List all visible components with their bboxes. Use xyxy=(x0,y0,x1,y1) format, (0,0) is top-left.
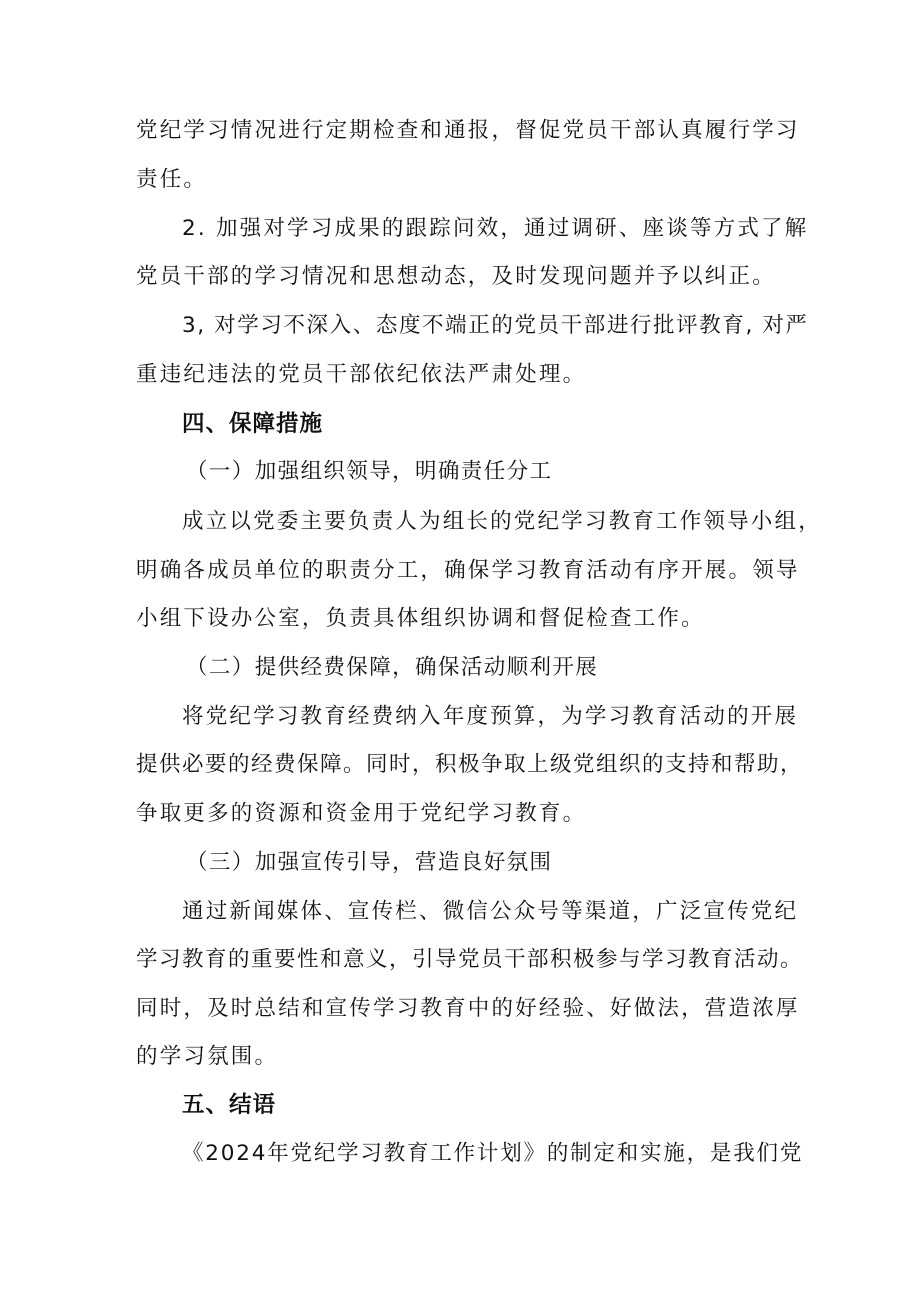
paragraph-line: 提供必要的经费保障。同时，积极争取上级党组织的支持和帮助， xyxy=(136,752,804,777)
paragraph-line: 《2024年党纪学习教育工作计划》的制定和实施，是我们党 xyxy=(182,1141,804,1166)
paragraph-line: 责任。 xyxy=(136,167,208,192)
paragraph-line: 学习教育的重要性和意义，引导党员干部积极参与学习教育活动。 xyxy=(136,947,804,972)
list-item-3: 3, 对学习不深入、态度不端正的党员干部进行批评教育, 对严 xyxy=(182,313,809,338)
section-heading-4: 四、保障措施 xyxy=(182,411,324,437)
paragraph-line: 通过新闻媒体、宣传栏、微信公众号等渠道，广泛宣传党纪 xyxy=(182,899,799,924)
paragraph-line: 党纪学习情况进行定期检查和通报，督促党员干部认真履行学习 xyxy=(136,118,800,143)
paragraph-line: 争取更多的资源和资金用于党纪学习教育。 xyxy=(136,801,587,826)
paragraph-line: 小组下设办公室，负责具体组织协调和督促检查工作。 xyxy=(136,606,705,631)
subsection-heading-3: （三）加强宣传引导，营造良好氛围 xyxy=(186,850,553,875)
list-item-2: 2. 加强对学习成果的跟踪问效，通过调研、座谈等方式了解 xyxy=(182,216,809,241)
paragraph-line: 的学习氛围。 xyxy=(136,1044,279,1069)
paragraph-line: 成立以党委主要负责人为组长的党纪学习教育工作领导小组， xyxy=(182,509,822,534)
subsection-heading-2: （二）提供经费保障，确保活动顺利开展 xyxy=(186,655,599,680)
paragraph-line: 同时，及时总结和宣传学习教育中的好经验、好做法，营造浓厚 xyxy=(136,996,800,1021)
paragraph-line: 将党纪学习教育经费纳入年度预算，为学习教育活动的开展 xyxy=(182,704,799,729)
section-heading-5: 五、结语 xyxy=(182,1092,277,1118)
paragraph-line: 重违纪违法的党员干部依纪依法严肃处理。 xyxy=(136,362,587,387)
subsection-heading-1: （一）加强组织领导，明确责任分工 xyxy=(186,459,553,484)
paragraph-line: 党员干部的学习情况和思想动态，及时发现问题并予以纠正。 xyxy=(136,264,776,289)
paragraph-line: 明确各成员单位的职责分工，确保学习教育活动有序开展。领导 xyxy=(136,558,800,583)
